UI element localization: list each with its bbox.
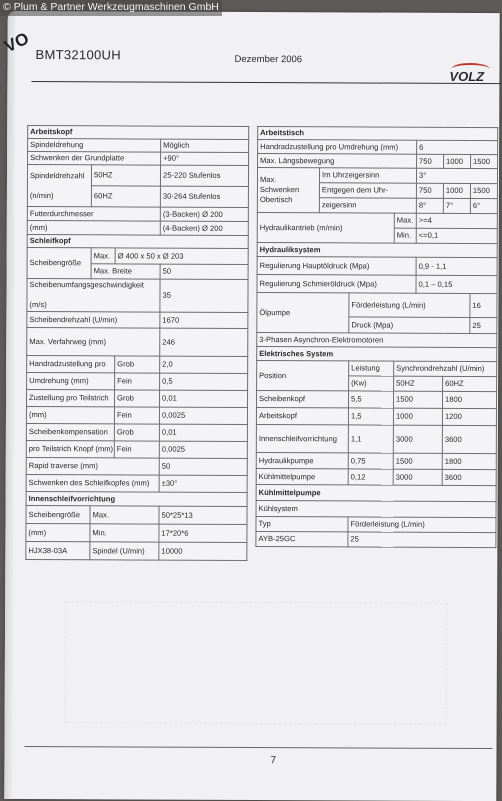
cell-sub: Fein (114, 407, 159, 424)
cell-value: Möglich (161, 139, 249, 152)
cell-label: Hydraulikpumpe (256, 453, 348, 469)
cell-label: Kühlsystem (256, 501, 496, 518)
cell-sub: Leistung (349, 361, 394, 376)
cell-sub: Grob (114, 424, 159, 441)
cell-value: 35 (160, 279, 248, 312)
cell-label: Typ (256, 517, 348, 532)
cell-label: Max. Verfahrweg (mm) (27, 328, 160, 357)
cell-value: 1000 (393, 408, 442, 425)
cell-value: 1800 (442, 453, 496, 469)
cell-value: 0,12 (348, 469, 393, 485)
cell-label: Spindeldrehzahl (n/min) (27, 165, 91, 207)
cell-value: ±30° (159, 475, 247, 492)
cell-label: Umdrehung (mm) (27, 373, 115, 390)
left-spec-table (25, 125, 248, 561)
cell-label: Hydraulikantrieb (m/min) (257, 213, 394, 244)
cell-sub: Spindel (U/min) (90, 542, 159, 560)
cell-label: Max. Schwenken Obertisch (257, 168, 319, 213)
cell-value: 25 (470, 317, 497, 333)
cell-value: 0,01 (159, 424, 247, 441)
cell-value: 0,9 - 1,1 (416, 257, 497, 275)
cell-value: 3000 (393, 469, 442, 485)
section-arbeitstisch: Arbeitstisch (258, 127, 498, 141)
cell-value: 25-220 Stufenlos (160, 165, 248, 186)
cell-value: (3-Backen) Ø 200 (160, 207, 248, 221)
cell-value: AYB-25GC (256, 532, 348, 547)
cell-value: 1200 (442, 408, 496, 425)
cell-value: 0,0025 (159, 407, 247, 424)
cell-label: Schwenken des Schleifkopfes (mm) (26, 475, 159, 493)
cell-label: Regulierung Schmieröldruck (Mpa) (257, 275, 416, 294)
cell-label: Max. Längsbewegung (258, 154, 417, 169)
cell-sub: Entgegen dem Uhr- (319, 183, 416, 198)
cell-label: Förderleistung (L/min) (348, 517, 496, 533)
cell-sub: Max. (90, 506, 159, 524)
document-page (1, 11, 499, 801)
cell-value: 5,5 (348, 391, 393, 408)
cell-value: 2,0 (160, 356, 248, 373)
cell-value: 16 (470, 293, 497, 317)
cell-label: Regulierung Hauptöldruck (Mpa) (257, 257, 416, 276)
cell-sub: (Kw) (349, 376, 394, 391)
cell-value: 50*25*13 (159, 506, 247, 524)
section-elektrisch: Elektrisches System (257, 347, 497, 362)
cell-sub: 50HZ (394, 376, 443, 391)
cell-value: 1500 (393, 391, 442, 408)
cell-value: 750 (417, 154, 444, 168)
cell-value: 1500 (471, 154, 498, 168)
cell-value: 50 (160, 264, 248, 279)
cell-sub: Max. Breite (91, 264, 160, 279)
cell-value: 1500 (393, 453, 442, 469)
cell-label: (mm) (26, 407, 114, 424)
cell-value: 50 (159, 458, 247, 475)
cell-label: Futterdurchmesser (27, 207, 160, 222)
cell-sub: Max. (394, 213, 416, 228)
cell-value: 0,5 (160, 373, 248, 390)
cell-value: 30-264 Stufenlos (160, 186, 248, 207)
cell-value: +90° (161, 152, 249, 165)
section-kuehlmittelpumpe: Kühlmittelpumpe (256, 485, 496, 502)
cell-sub: Fein (115, 373, 160, 390)
cell-value: 6° (470, 198, 497, 213)
section-innenschleif: Innenschleifvorrichtung (26, 492, 247, 507)
cell-sub: Druck (Mpa) (349, 317, 470, 334)
cell-value: 750 (416, 183, 443, 198)
cell-label: Handradzustellung pro Umdrehung (mm) (258, 140, 417, 155)
cell-value: 0,75 (348, 453, 393, 469)
cell-value: 3600 (442, 425, 496, 453)
cell-label: Scheibenumfangsgeschwindigkeit (m/s) (27, 279, 160, 313)
cell-value: (4-Backen) Ø 200 (160, 221, 248, 235)
cell-value: 1800 (442, 391, 496, 408)
cell-value: 1,1 (348, 425, 393, 453)
corner-logo: VO (1, 28, 32, 57)
cell-sub: Grob (114, 390, 159, 407)
cell-value: 8° (416, 198, 443, 213)
watermark: © Plum & Partner Werkzeugmaschinen GmbH (0, 0, 222, 16)
cell-label: Schwenken der Grundplatte (28, 152, 161, 166)
section-schleifkopf: Schleifkopf (27, 235, 248, 249)
document-date: Dezember 2006 (234, 53, 303, 66)
cell-value: Ø 400 x 50 x Ø 203 (115, 248, 248, 265)
cell-label: Innenschleifvorrichtung (256, 425, 348, 453)
cell-label: Scheibengröße (26, 506, 90, 524)
cell-value: 25 (348, 532, 496, 548)
cell-sub: 50HZ (91, 165, 160, 186)
page-edge (4, 11, 15, 799)
faint-drawing (65, 601, 448, 725)
cell-label: Spindeldrehung (28, 139, 161, 153)
table-row (256, 408, 496, 426)
section-arbeitskopf: Arbeitskopf (28, 126, 249, 140)
cell-label: Zustellung pro Teilstrich (26, 390, 114, 407)
cell-label: pro Teilstrich Knopf (mm) (26, 441, 114, 458)
header-rule (31, 81, 501, 84)
cell-value: 7° (443, 198, 470, 213)
cell-sub: 60HZ (443, 376, 497, 391)
cell-label: Handradzustellung pro (27, 356, 115, 373)
cell-label: Scheibendrehzahl (U/min) (27, 312, 160, 329)
cell-sub: Min. (394, 228, 416, 243)
cell-value: 1670 (160, 312, 248, 328)
cell-label: Scheibenkompensation (26, 424, 114, 441)
cell-value: 0,1 – 0,15 (416, 275, 497, 293)
cell-label: (mm) (27, 221, 160, 236)
table-row (256, 391, 496, 409)
cell-label: (mm) (26, 524, 90, 542)
model-title: BMT32100UH (35, 47, 121, 63)
cell-label: Scheibengröße (27, 248, 91, 279)
cell-label: Ölpumpe (257, 293, 349, 333)
cell-value: <=0,1 (416, 228, 497, 243)
cell-label: HJX38-03A (26, 542, 90, 560)
cell-value: 3000 (393, 425, 442, 453)
cell-sub: Min. (90, 524, 159, 542)
cell-sub: 60HZ (91, 186, 160, 207)
cell-sub: Grob (115, 356, 160, 373)
section-hydrauliksystem: Hydrauliksystem (257, 243, 497, 258)
cell-value: 17*20*6 (159, 524, 247, 542)
table-row (256, 453, 496, 470)
cell-label: Position (257, 361, 349, 391)
cell-value: 1500 (470, 183, 497, 198)
footer-rule (25, 746, 493, 749)
cell-value: 0,01 (159, 390, 247, 407)
cell-value: 3600 (442, 469, 496, 485)
table-row (256, 469, 496, 486)
cell-label: Arbeitskopf (256, 408, 348, 425)
cell-sub: Förderleistung (L/min) (349, 293, 470, 318)
cell-value: 10000 (159, 542, 247, 560)
cell-sub: Synchrondrehzahl (U/min) (394, 361, 497, 376)
cell-label: Kühlmittelpumpe (256, 469, 348, 485)
right-spec-table (255, 126, 497, 548)
motor-caption: 3-Phasen Asynchron-Elektromotoren (257, 333, 497, 348)
cell-value: 1,5 (348, 408, 393, 425)
cell-value: 6 (417, 140, 498, 154)
cell-value: 1000 (444, 154, 471, 168)
cell-value: >=4 (416, 213, 497, 228)
cell-value: 0,0025 (159, 441, 247, 458)
cell-label: Scheibenkopf (256, 391, 348, 408)
page-number: 7 (270, 755, 277, 767)
cell-sub: Fein (114, 441, 159, 458)
cell-sub: Im Uhrzeigersinn (319, 168, 416, 183)
cell-sub: Max. (91, 248, 115, 264)
cell-value: 1000 (443, 183, 470, 198)
cell-value: 3° (416, 168, 497, 183)
cell-value: 246 (160, 328, 248, 356)
cell-label: Rapid traverse (mm) (26, 458, 159, 476)
cell-sub: zeigersinn (319, 198, 416, 213)
table-row (256, 425, 496, 454)
brand-name: VOLZ (449, 68, 485, 85)
